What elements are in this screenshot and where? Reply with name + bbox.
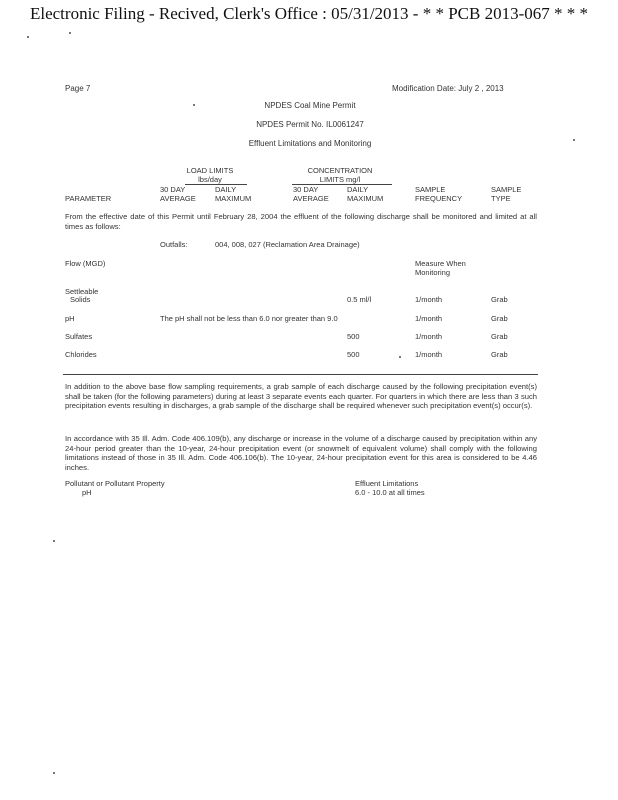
- concentration-title: CONCENTRATION: [307, 166, 373, 175]
- intro-text: From the effective date of this Permit until February 28, 2004 the effluent of the following discharge shall be monitored and limited at all times as follows:: [65, 212, 537, 231]
- col-load-daily-max: MAXIMUM: [215, 194, 252, 203]
- precipitation-paragraph: In addition to the above base flow sampling requirements, a grab sample of each discharge caused by the following precipitation event(s) shall be taken (for the following parameters) during at least 3 separate events each quarter. For quarters in which there are less than 3 such precipitation events resulting in discharges, a grab sample of the discharge shall be required whenever such precipitation event(s) occur(s).: [65, 382, 537, 411]
- col-load-30day-avg: AVERAGE: [160, 194, 196, 203]
- row-ph-note: The pH shall not be less than 6.0 nor greater than 9.0: [160, 314, 338, 323]
- permit-number: NPDES Permit No. IL0061247: [256, 120, 364, 129]
- row-ph-param: pH: [65, 314, 75, 323]
- row-ph-type: Grab: [491, 314, 508, 323]
- row-flow-freq-2: Monitoring: [415, 268, 451, 277]
- permit-title: NPDES Coal Mine Permit: [264, 101, 356, 110]
- col-sample-type: SAMPLE: [491, 185, 522, 194]
- row-sulfates-freq: 1/month: [415, 332, 443, 341]
- scan-speck: [53, 772, 55, 774]
- limitations-value: 6.0 - 10.0 at all times: [355, 488, 425, 497]
- row-chlorides-param: Chlorides: [65, 350, 97, 359]
- pollutant-heading: Pollutant or Pollutant Property: [65, 479, 165, 488]
- row-chlorides-daily: 500: [347, 350, 360, 359]
- scan-speck: [399, 356, 401, 358]
- col-load-30day: 30 DAY: [160, 185, 186, 194]
- col-parameter: PARAMETER: [65, 194, 112, 203]
- filing-stamp: Electronic Filing - Recived, Clerk's Office : 05/31/2013 - * * PCB 2013-067 * * *: [29, 4, 588, 23]
- section-title: Effluent Limitations and Monitoring: [248, 139, 372, 148]
- col-sample-freq: SAMPLE: [415, 185, 446, 194]
- row-ph-freq: 1/month: [415, 314, 443, 323]
- row-chlorides-type: Grab: [491, 350, 508, 359]
- row-sulfates-param: Sulfates: [65, 332, 93, 341]
- outfalls-value: 004, 008, 027 (Reclamation Area Drainage): [215, 240, 360, 249]
- scan-speck: [193, 104, 195, 106]
- load-limits-units: lbs/day: [198, 175, 222, 184]
- section-divider: [63, 374, 538, 375]
- row-settleable-freq: 1/month: [415, 295, 443, 304]
- row-settleable-type: Grab: [491, 295, 508, 304]
- col-conc-30day: 30 DAY: [293, 185, 319, 194]
- limitations-heading: Effluent Limitations: [355, 479, 419, 488]
- col-sample-freq-2: FREQUENCY: [415, 194, 463, 203]
- col-conc-daily-max: MAXIMUM: [347, 194, 384, 203]
- row-settleable-param-2: Solids: [70, 295, 91, 304]
- scan-speck: [27, 36, 29, 38]
- scan-speck: [53, 540, 55, 542]
- col-load-daily: DAILY: [215, 185, 237, 194]
- outfalls-label: Outfalls:: [160, 240, 188, 249]
- modification-date: Modification Date: July 2 , 2013: [392, 84, 504, 93]
- col-sample-type-2: TYPE: [491, 194, 511, 203]
- row-flow-freq: Measure When: [415, 259, 466, 268]
- row-sulfates-daily: 500: [347, 332, 360, 341]
- load-limits-title: LOAD LIMITS: [186, 166, 234, 175]
- scan-speck: [573, 139, 575, 141]
- row-settleable-param: Settleable: [65, 287, 99, 296]
- page-label: Page 7: [65, 84, 91, 93]
- col-conc-daily: DAILY: [347, 185, 369, 194]
- concentration-units: LIMITS mg/l: [319, 175, 361, 184]
- row-sulfates-type: Grab: [491, 332, 508, 341]
- scan-speck: [69, 32, 71, 34]
- row-flow-param: Flow (MGD): [65, 259, 106, 268]
- storm-event-paragraph: In accordance with 35 Ill. Adm. Code 406.109(b), any discharge or increase in the volume of a discharge caused by precipitation within any 24-hour period greater than the 10-year, 24-hour precipitation event (or snowmelt of equivalent volume) shall comply with the following limitations instead of those in 35 Ill. Adm. Code 406.106(b). The 10-year, 24-hour precipitation event for this area is considered to be 4.46 inches.: [65, 434, 537, 472]
- row-chlorides-freq: 1/month: [415, 350, 443, 359]
- row-settleable-daily: 0.5 ml/l: [347, 295, 372, 304]
- pollutant-value: pH: [82, 488, 92, 497]
- col-conc-30day-avg: AVERAGE: [293, 194, 329, 203]
